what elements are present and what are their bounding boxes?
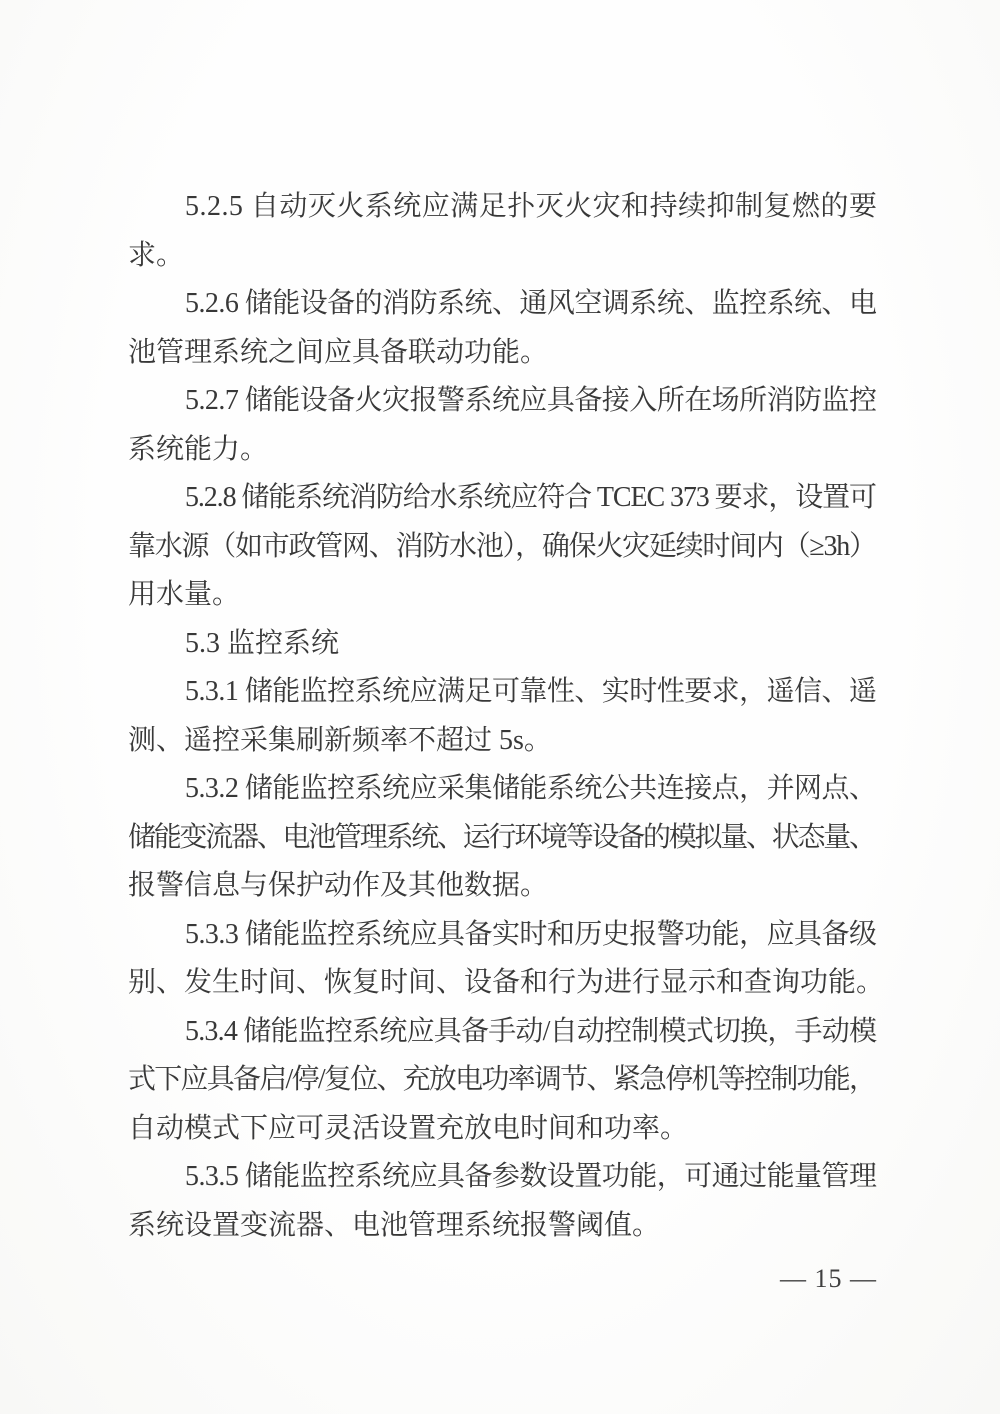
paragraph-5.2.7	[128, 377, 877, 474]
text-line: 测、遥控采集刷新频率不超过 5s。	[128, 724, 552, 756]
paragraph-5.3.1	[128, 668, 877, 765]
section-heading: 5.3 监控系统	[185, 627, 340, 659]
paragraph-5.3.5	[128, 1153, 877, 1250]
text-line: 式下应具备启/停/复位、充放电功率调节、紧急停机等控制功能，	[128, 1064, 876, 1095]
text-line: 5.2.5 自动灭火系统应满足扑灭火灾和持续抑制复燃的要	[185, 191, 878, 222]
text-block	[128, 183, 885, 1250]
text-line: 用水量。	[128, 579, 241, 610]
text-line: 5.3.3 储能监控系统应具备实时和历史报警功能，应具备级	[185, 918, 877, 950]
text-line: 自动模式下应可灵活设置充放电时间和功率。	[128, 1112, 689, 1144]
paragraph-5.3.4	[128, 1008, 877, 1154]
text-line: 5.3.2 储能监控系统应采集储能系统公共连接点，并网点、	[185, 773, 877, 804]
text-line: 报警信息与保护动作及其他数据。	[128, 870, 549, 901]
text-line: 5.2.6 储能设备的消防系统、通风空调系统、监控系统、电	[185, 288, 877, 319]
text-line: 储能变流器、电池管理系统、运行环境等设备的模拟量、状态量、	[128, 821, 875, 853]
text-line: 系统设置变流器、电池管理系统报警阈值。	[128, 1209, 661, 1241]
text-line: 靠水源（如市政管网、消防水池），确保火灾延续时间内（≥3h）	[128, 530, 876, 562]
paragraph-5.2.8	[128, 474, 877, 620]
text-line: 5.3.1 储能监控系统应满足可靠性、实时性要求，遥信、遥	[185, 676, 877, 707]
text-line: 求。	[128, 239, 185, 271]
text-line: 系统能力。	[128, 433, 269, 465]
paragraph-5.3.3	[128, 911, 885, 1008]
text-line: 池管理系统之间应具备联动功能。	[128, 336, 549, 368]
page-number: — 15 —	[780, 1264, 877, 1293]
text-line: 5.3.4 储能监控系统应具备手动/自动控制模式切换，手动模	[185, 1015, 877, 1047]
paragraph-5.2.5	[128, 183, 877, 280]
paragraph-5.2.6	[128, 280, 877, 377]
paragraph-5.3.2	[128, 765, 877, 911]
text-line: 5.2.7 储能设备火灾报警系统应具备接入所在场所消防监控	[185, 385, 877, 416]
text-line: 5.3.5 储能监控系统应具备参数设置功能，可通过能量管理	[185, 1161, 877, 1192]
text-line: 5.2.8 储能系统消防给水系统应符合 TCEC 373 要求，设置可	[185, 482, 876, 513]
heading-5.3	[128, 620, 877, 669]
text-line: 别、发生时间、恢复时间、设备和行为进行显示和查询功能。	[128, 967, 885, 998]
